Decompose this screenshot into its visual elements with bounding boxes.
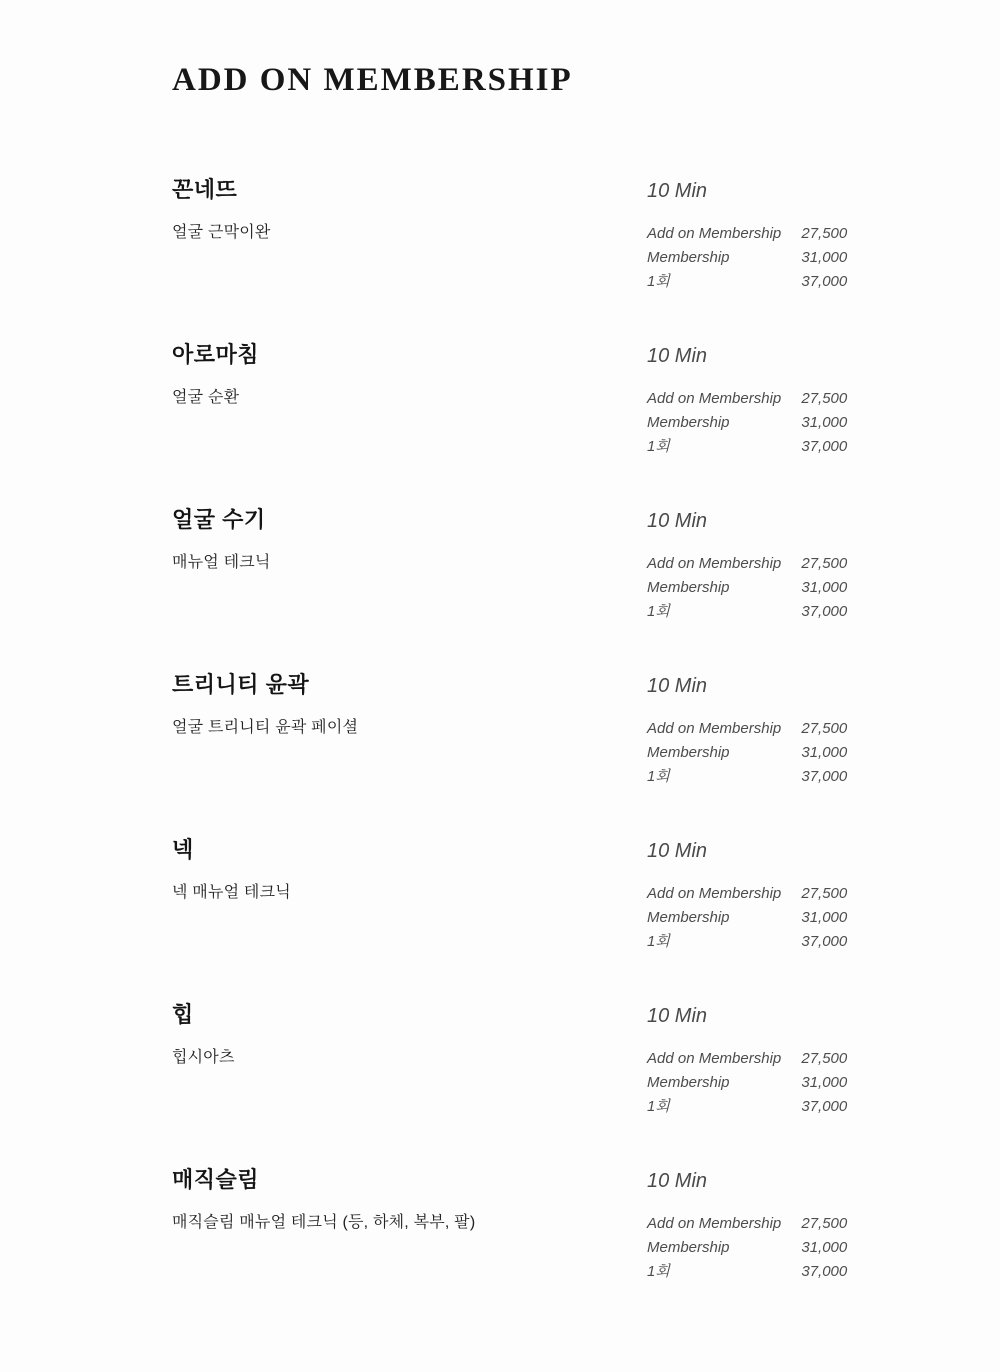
price-row [647, 1260, 847, 1284]
section-detail-row [172, 1047, 848, 1119]
section-detail-row [172, 222, 848, 294]
price-tier-label: Add on Membership [647, 1215, 782, 1232]
section-duration: 10 Min [647, 345, 708, 367]
price-tier-label: Add on Membership [647, 885, 782, 902]
price-row [647, 576, 847, 600]
menu-section [172, 342, 848, 459]
section-header-row [172, 837, 828, 864]
price-tier-label: 1회 [647, 1263, 670, 1280]
price-value: 27,500 [801, 390, 848, 407]
section-description: 매직슬림 매뉴얼 테크닉 (등, 하체, 복부, 팔) [172, 1214, 476, 1231]
section-duration: 10 Min [647, 1005, 708, 1027]
section-duration: 10 Min [647, 675, 708, 697]
section-name: 아로마침 [172, 342, 260, 367]
section-header-row [172, 507, 828, 534]
price-value: 31,000 [801, 249, 848, 266]
price-value: 27,500 [801, 1215, 848, 1232]
price-value: 37,000 [801, 1098, 848, 1115]
price-row [647, 1212, 847, 1236]
menu-sections [172, 177, 848, 1284]
section-description: 얼굴 근막이완 [172, 224, 271, 241]
price-tier-label: Membership [647, 249, 730, 266]
price-row [647, 387, 847, 411]
price-tier-label: Membership [647, 909, 730, 926]
section-description: 얼굴 트리니티 윤곽 페이셜 [172, 719, 359, 736]
section-description: 매뉴얼 테크닉 [172, 554, 271, 571]
section-name: 트리니티 윤곽 [172, 672, 310, 697]
section-duration: 10 Min [647, 180, 708, 202]
price-tier-label: 1회 [647, 1098, 670, 1115]
price-tier-label: Add on Membership [647, 225, 782, 242]
price-tier-label: 1회 [647, 438, 670, 455]
price-value: 37,000 [801, 438, 848, 455]
menu-section [172, 837, 848, 954]
menu-section [172, 507, 848, 624]
section-name: 매직슬림 [172, 1167, 260, 1192]
section-header-row [172, 342, 828, 369]
price-tier-label: Membership [647, 579, 730, 596]
price-tier-label: Membership [647, 744, 730, 761]
section-name: 얼굴 수기 [172, 507, 266, 532]
price-tier-label: Add on Membership [647, 555, 782, 572]
section-description: 넥 매뉴얼 테크닉 [172, 884, 291, 901]
price-value: 37,000 [801, 768, 848, 785]
price-value: 27,500 [801, 1050, 848, 1067]
price-value: 27,500 [801, 720, 848, 737]
section-duration: 10 Min [647, 840, 708, 862]
price-tier-label: Membership [647, 1239, 730, 1256]
price-value: 37,000 [801, 1263, 848, 1280]
section-detail-row [172, 717, 848, 789]
price-row [647, 246, 847, 270]
menu-section [172, 672, 848, 789]
price-value: 31,000 [801, 414, 848, 431]
menu-section [172, 177, 848, 294]
price-value: 31,000 [801, 1239, 848, 1256]
section-header-row [172, 1002, 828, 1029]
price-tier-label: 1회 [647, 603, 670, 620]
menu-section [172, 1002, 848, 1119]
price-row [647, 270, 847, 294]
section-detail-row [172, 882, 848, 954]
price-row [647, 882, 847, 906]
price-list [647, 717, 847, 789]
price-row [647, 765, 847, 789]
section-detail-row [172, 387, 848, 459]
section-header-row [172, 177, 828, 204]
price-value: 31,000 [801, 909, 848, 926]
price-value: 27,500 [801, 885, 848, 902]
section-header-row [172, 672, 828, 699]
price-row [647, 435, 847, 459]
price-list [647, 387, 847, 459]
price-list [647, 1212, 847, 1284]
price-row [647, 552, 847, 576]
price-tier-label: 1회 [647, 768, 670, 785]
section-header-row [172, 1167, 828, 1194]
section-description: 힙시아츠 [172, 1049, 235, 1066]
price-value: 31,000 [801, 744, 848, 761]
price-tier-label: Membership [647, 1074, 730, 1091]
price-value: 31,000 [801, 579, 848, 596]
price-tier-label: Membership [647, 414, 730, 431]
price-tier-label: Add on Membership [647, 390, 782, 407]
price-tier-label: 1회 [647, 273, 670, 290]
price-list [647, 1047, 847, 1119]
price-row [647, 411, 847, 435]
price-value: 37,000 [801, 603, 848, 620]
price-value: 37,000 [801, 933, 848, 950]
price-tier-label: 1회 [647, 933, 670, 950]
section-description: 얼굴 순환 [172, 389, 240, 406]
price-row [647, 1236, 847, 1260]
price-tier-label: Add on Membership [647, 720, 782, 737]
price-row [647, 1071, 847, 1095]
section-detail-row [172, 552, 848, 624]
price-list [647, 222, 847, 294]
section-detail-row [172, 1212, 848, 1284]
price-value: 27,500 [801, 225, 848, 242]
price-row [647, 222, 847, 246]
price-row [647, 1095, 847, 1119]
price-value: 31,000 [801, 1074, 848, 1091]
price-row [647, 717, 847, 741]
section-name: 꼰네뜨 [172, 177, 238, 202]
price-list [647, 882, 847, 954]
section-name: 힙 [172, 1002, 194, 1027]
menu-section [172, 1167, 848, 1284]
section-name: 넥 [172, 837, 194, 862]
price-row [647, 906, 847, 930]
price-row [647, 1047, 847, 1071]
price-value: 27,500 [801, 555, 848, 572]
price-row [647, 741, 847, 765]
section-duration: 10 Min [647, 1170, 708, 1192]
price-row [647, 930, 847, 954]
price-tier-label: Add on Membership [647, 1050, 782, 1067]
price-row [647, 600, 847, 624]
page-title: ADD ON MEMBERSHIP [172, 62, 573, 98]
price-list [647, 552, 847, 624]
price-value: 37,000 [801, 273, 848, 290]
section-duration: 10 Min [647, 510, 708, 532]
